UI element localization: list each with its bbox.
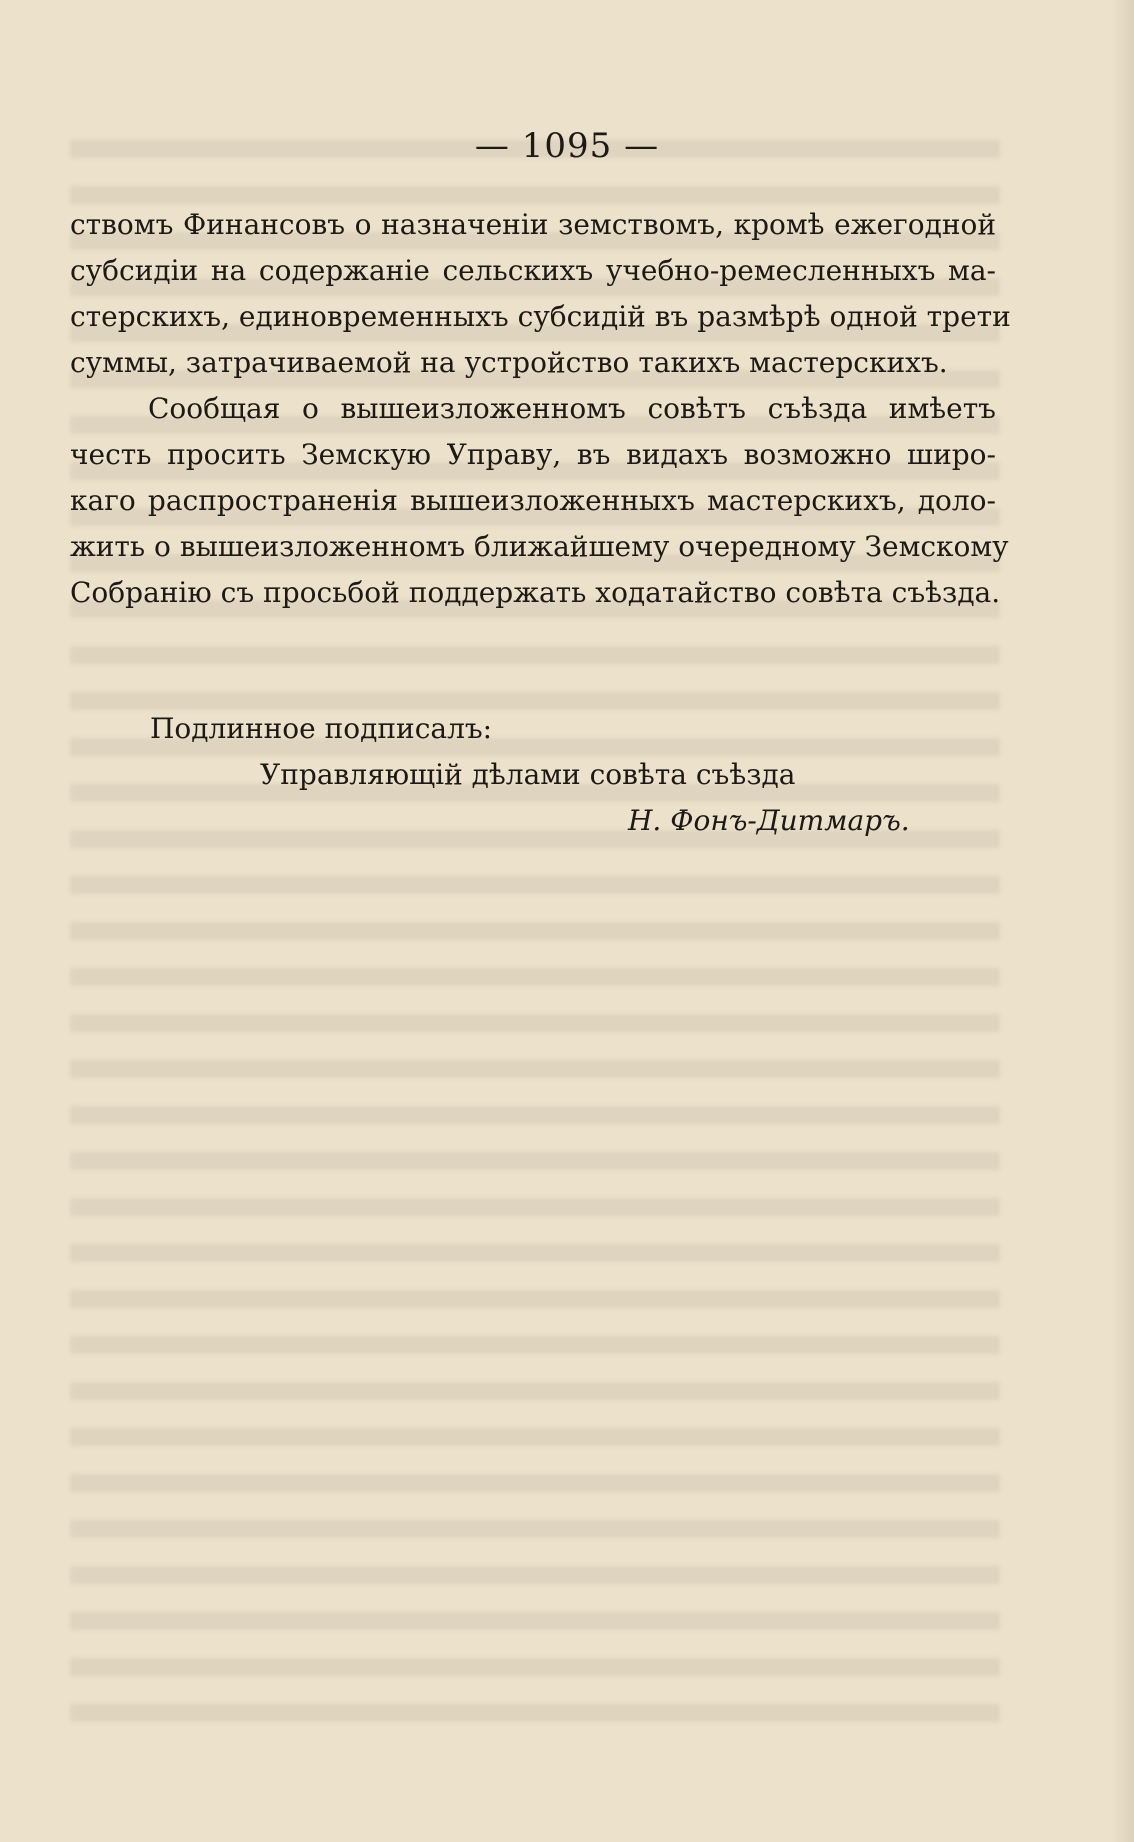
paragraph-line: стерскихъ, единовременныхъ субсидій въ размѣрѣ одной трети bbox=[70, 300, 1011, 333]
page-number: — 1095 — bbox=[474, 126, 660, 166]
paragraph-2 bbox=[70, 386, 1009, 616]
signature-role: Управляющій дѣлами совѣта съѣзда bbox=[260, 758, 796, 791]
paragraph-line: Сообщая о вышеизложенномъ совѣтъ съѣзда имѣетъ bbox=[148, 392, 996, 425]
paragraph-line: жить о вышеизложенномъ ближайшему очередному Земскому bbox=[70, 530, 1009, 563]
paragraph-line: субсидіи на содержаніе сельскихъ учебно-ремесленныхъ ма- bbox=[70, 254, 996, 287]
paragraph-1 bbox=[70, 202, 1011, 386]
page-edge-shadow bbox=[1112, 0, 1134, 1842]
paragraph-line: каго распространенія вышеизложенныхъ мастерскихъ, доло- bbox=[70, 484, 996, 517]
body-text bbox=[70, 202, 1011, 616]
paragraph-line: честь просить Земскую Управу, въ видахъ возможно широ- bbox=[70, 438, 996, 471]
signature-name: Н. Фонъ-Дитмаръ. bbox=[628, 804, 910, 837]
paragraph-line: Собранію съ просьбой поддержать ходатайство совѣта съѣзда. bbox=[70, 576, 1001, 609]
signature-label: Подлинное подписалъ: bbox=[150, 712, 493, 745]
paragraph-line: суммы, затрачиваемой на устройство такихъ мастерскихъ. bbox=[70, 346, 948, 379]
paragraph-line: ствомъ Финансовъ о назначеніи земствомъ, кромѣ ежегодной bbox=[70, 208, 996, 241]
